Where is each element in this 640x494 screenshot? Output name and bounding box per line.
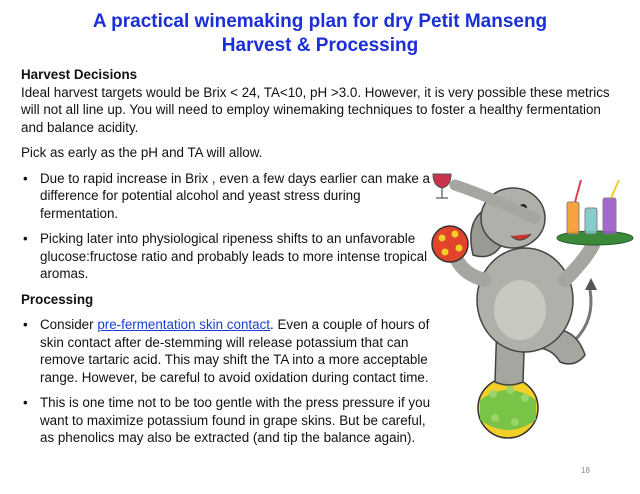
harvest-heading: Harvest Decisions — [21, 67, 138, 82]
slide-content — [21, 66, 610, 447]
processing-heading: Processing — [21, 291, 94, 307]
processing-bullet-1-prefix: Consider — [40, 317, 98, 332]
processing-bullet-1-suffix: . Even a couple of hours of skin contact after de-stemming will release potassium that can remove tartaric acid. This may shift the TA into a more acceptable range. However, be careful to avoid oxidation during contact time. — [40, 317, 430, 385]
harvest-bullet-1: • Due to rapid increase in Brix , even a few days earlier can make a difference for potential alcohol and yeast stress during fermentation. — [21, 170, 431, 223]
processing-bullet-2: • This is one time not to be too gentle with the press pressure if you want to maximize potassium found in grape skins. But be careful, as phenolics may also be extracted (and tip the balance again). — [21, 394, 431, 447]
harvest-bullet-list — [21, 170, 431, 283]
harvest-pick-line: Pick as early as the pH and TA will allow. — [21, 145, 263, 160]
processing-bullet-1 — [21, 316, 431, 386]
title-line-2: Harvest & Processing — [221, 35, 419, 56]
page-number: 18 — [581, 466, 590, 475]
drink-orange-icon — [567, 202, 579, 234]
processing-bullet-list — [21, 316, 431, 447]
title-line-1: A practical winemaking plan for dry Petit Manseng — [92, 11, 548, 32]
harvest-bullet-2: • Picking later into physiological ripeness shifts to an unfavorable glucose:fructose ratio and probably leads to more intense tropical aromas. — [21, 230, 431, 283]
red-ball — [432, 226, 468, 262]
drink-purple-icon — [603, 198, 616, 234]
skin-contact-link[interactable]: pre-fermentation skin contact — [97, 317, 270, 332]
drink-green-icon — [585, 208, 597, 234]
harvest-intro: Ideal harvest targets would be Brix < 24, TA<10, pH >3.0. However, it is very possible these metrics will not all line up. You will need to employ winemaking techniques to foster a healthy fermentation and balance acidity. — [21, 84, 610, 135]
wine-glass-icon — [433, 174, 451, 188]
elephant-waiter-icon — [425, 150, 635, 450]
slide-title — [0, 10, 640, 58]
